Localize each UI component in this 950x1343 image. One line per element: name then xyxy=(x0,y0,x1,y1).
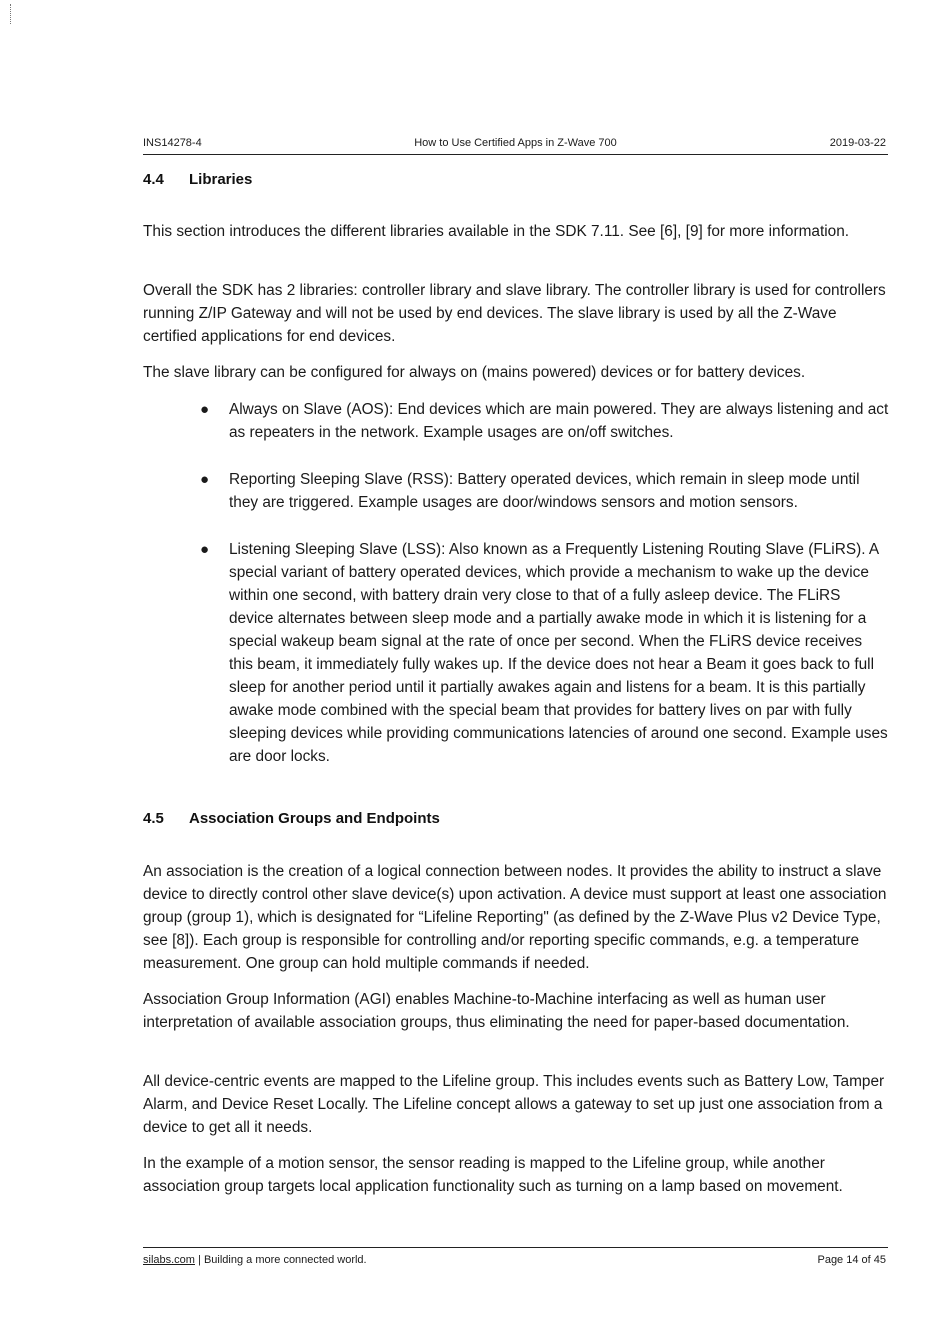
page-number: Page 14 of 45 xyxy=(817,1254,886,1266)
section-title: Libraries xyxy=(189,171,253,188)
list-item-text: Listening Sleeping Slave (LSS): Also known as a Frequently Listening Routing Slave (FLiRS). A special variant of battery operated devices, which provide a mechanism to wake up the device within one second, with battery drain very close to that of a fully asleep device. The FLiRS device alternates between sleep mode and a partially awake mode in which it is listening for a special wakeup beam signal at the rate of once per second. When the FLiRS device receives this beam, it immediately fully wakes up. If the device does not hear a Beam it goes back to full sleep for another period until it partially awakes again and listens for a beam. It is this partially awake mode combined with the special beam that provides for battery lives on par with fully sleeping devices while providing communications latencies of around one second. Example uses are door locks. xyxy=(229,541,888,765)
document-id: INS14278-4 xyxy=(143,137,202,149)
list-item-text: Always on Slave (AOS): End devices which are main powered. They are always listening and act as repeaters in the network. Example usages are on/off switches. xyxy=(229,401,889,441)
bullet-icon: ● xyxy=(200,401,210,418)
page-footer xyxy=(143,1247,888,1266)
list-item-text: Reporting Sleeping Slave (RSS): Battery operated devices, which remain in sleep mode until they are triggered. Example usages are door/windows sensors and motion sensors. xyxy=(229,471,860,511)
bullet-icon: ● xyxy=(200,471,210,488)
page-header xyxy=(143,137,888,155)
lifeline-paragraph: All device-centric events are mapped to the Lifeline group. This includes events such as Battery Low, Tamper Alarm, and Device Reset Locally. The Lifeline concept allows a gateway to set up just one association from a device to get all it needs. xyxy=(143,1073,885,1136)
margin-mark xyxy=(10,4,12,24)
libraries-intro-paragraph: This section introduces the different libraries available in the SDK 7.11. See [6], [9] for more information. xyxy=(143,223,850,240)
footer-tagline: Building a more connected world. xyxy=(203,1254,367,1266)
section-number: 4.5 xyxy=(143,810,164,827)
section-heading-association-groups xyxy=(143,810,440,827)
silabs-link[interactable]: silabs.com xyxy=(143,1254,195,1266)
slave-library-paragraph: The slave library can be configured for always on (mains powered) devices or for battery devices. xyxy=(143,364,806,381)
section-heading-libraries xyxy=(143,171,252,188)
motion-sensor-example-paragraph: In the example of a motion sensor, the sensor reading is mapped to the Lifeline group, while another association group targets local application functionality such as turning on a lamp based on movement. xyxy=(143,1155,843,1195)
libraries-overview-paragraph: Overall the SDK has 2 libraries: controller library and slave library. The controller library is used for controllers running Z/IP Gateway and will not be used by end devices. The slave library is used by all the Z-Wave certified applications for end devices. xyxy=(143,282,886,345)
document-date: 2019-03-22 xyxy=(829,137,886,149)
agi-paragraph: Association Group Information (AGI) enables Machine-to-Machine interfacing as well as human user interpretation of available association groups, thus eliminating the need for paper-based documentation. xyxy=(143,991,850,1031)
section-title: Association Groups and Endpoints xyxy=(189,810,440,827)
document-title: How to Use Certified Apps in Z-Wave 700 xyxy=(414,137,617,149)
section-number: 4.4 xyxy=(143,171,164,188)
association-definition-paragraph: An association is the creation of a logical connection between nodes. It provides the ability to instruct a slave device to directly control other slave device(s) upon activation. A device must support at least one association group (group 1), which is designated for “Lifeline Reporting" (as defined by the Z-Wave Plus v2 Device Type, see [8]). Each group is responsible for controlling and/or reporting specific commands, e.g. a temperature measurement. One group can hold multiple commands if needed. xyxy=(143,863,887,972)
bullet-icon: ● xyxy=(200,541,210,558)
footer-separator: | xyxy=(194,1254,204,1266)
